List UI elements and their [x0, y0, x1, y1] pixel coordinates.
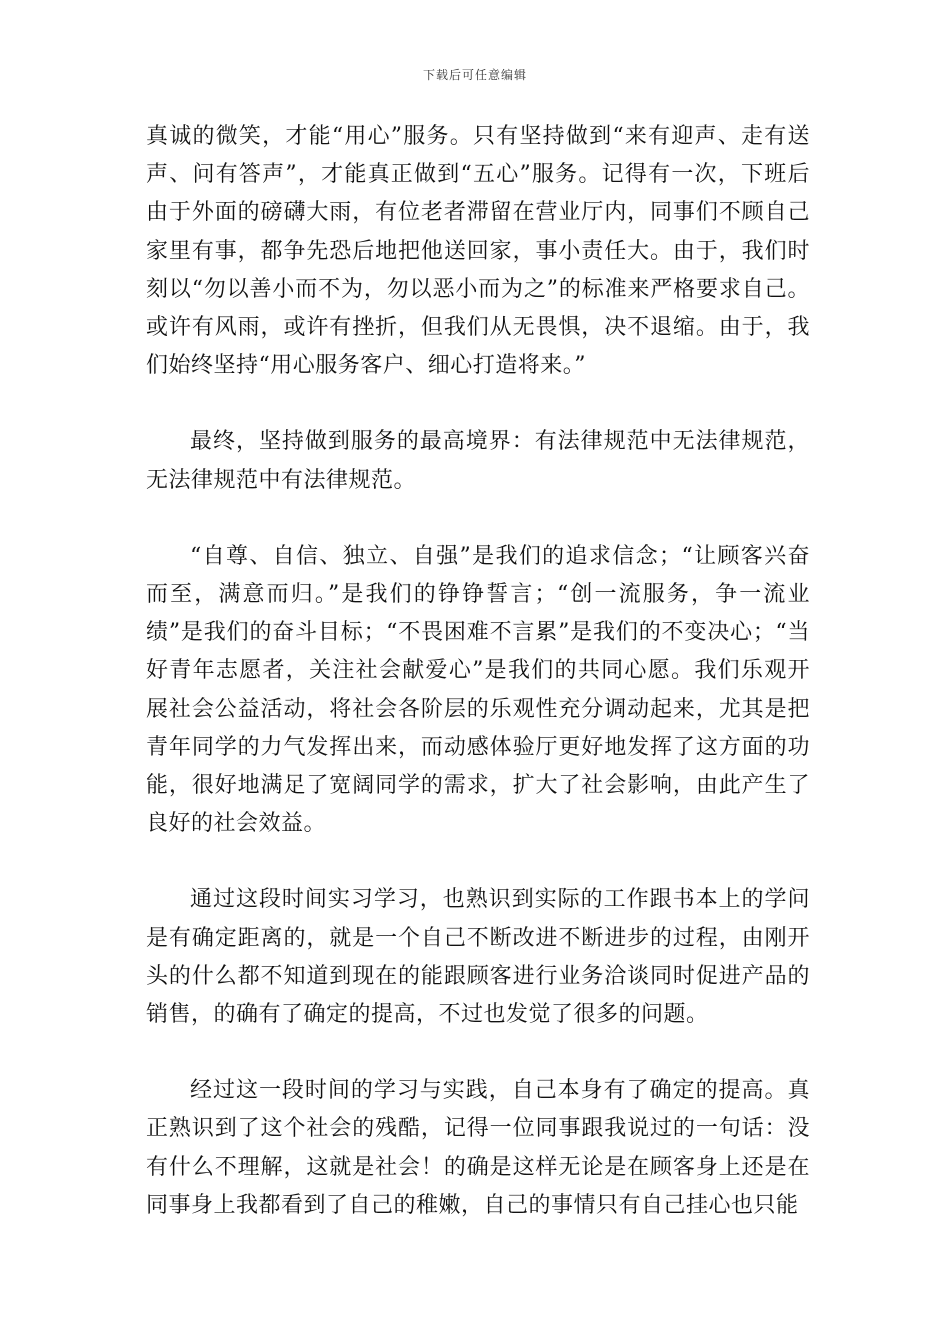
paragraph-gap — [146, 843, 810, 881]
document-body — [146, 118, 810, 1225]
paragraph-gap — [146, 385, 810, 423]
paragraph-2: 最终，坚持做到服务的最高境界：有法律规范中无法律规范，无法律规范中有法律规范。 — [146, 429, 810, 493]
paragraph-1: 真诚的微笑，才能“用心”服务。只有坚持做到“来有迎声、走有送声、问有答声”，才能真正做到“五心”服务。记得有一次，下班后由于外面的磅礴大雨，有位老者滞留在营业厅内，同事们不顾自己家里有事，都争先恐后地把他送回家，事小责任大。由于，我们时刻以“勿以善小而不为，勿以恶小而为之”的标准来严格要求自己。或许有风雨，或许有挫折，但我们从无畏惧，决不退缩。由于，我们始终坚持“用心服务客户、细心打造将来。” — [146, 124, 810, 379]
paragraph-4: 通过这段时间实习学习，也熟识到实际的工作跟书本上的学问是有确定距离的，就是一个自己不断改进不断进步的过程，由刚开头的什么都不知道到现在的能跟顾客进行业务洽谈同时促进产品的销售，的确有了确定的提高，不过也发觉了很多的问题。 — [146, 887, 810, 1028]
paragraph-gap — [146, 500, 810, 538]
paragraph-5: 经过这一段时间的学习与实践，自己本身有了确定的提高。真正熟识到了这个社会的残酷，记得一位同事跟我说过的一句话：没有什么不理解，这就是社会！的确是这样无论是在顾客身上还是在同事身上我都看到了自己的稚嫩，自己的事情只有自己挂心也只能 — [146, 1078, 810, 1218]
header-note: 下载后可任意编辑 — [422, 68, 527, 82]
paragraph-gap — [146, 1034, 810, 1072]
paragraph-3: “自尊、自信、独立、自强”是我们的追求信念；“让顾客兴奋而至，满意而归。”是我们的铮铮誓言；“创一流服务，争一流业绩”是我们的奋斗目标；“不畏困难不言累”是我们的不变决心；“当好青年志愿者，关注社会献爱心”是我们的共同心愿。我们乐观开展社会公益活动，将社会各阶层的乐观性充分调动起来，尤其是把青年同学的力气发挥出来，而动感体验厅更好地发挥了这方面的功能，很好地满足了宽阔同学的需求，扩大了社会影响，由此产生了良好的社会效益。 — [146, 543, 810, 837]
